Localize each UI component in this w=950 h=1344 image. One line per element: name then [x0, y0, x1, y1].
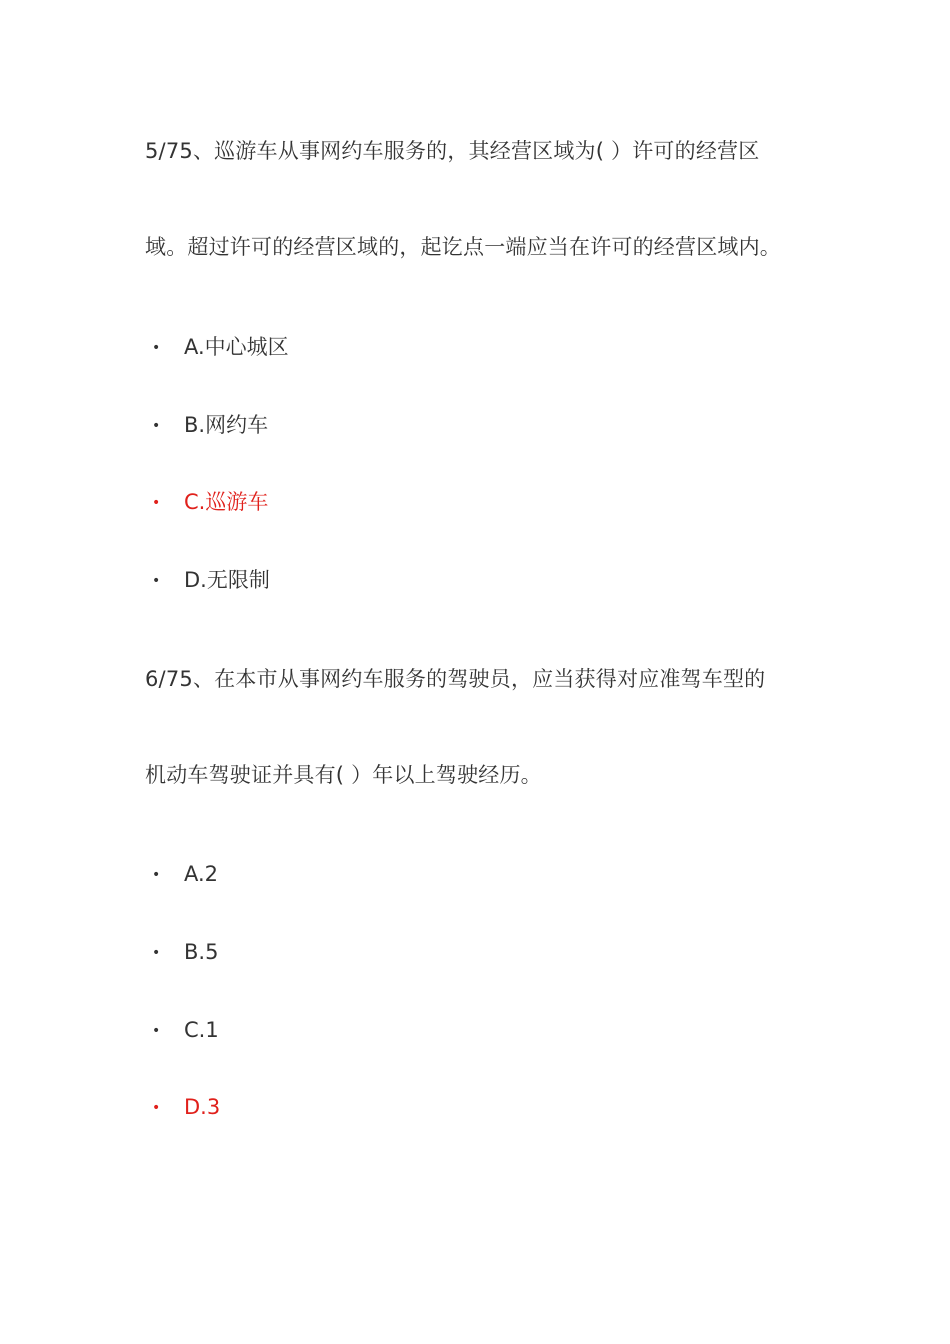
question-6-option-d — [152, 1092, 220, 1123]
question-5-line-1: 5/75、巡游车从事网约车服务的，其经营区域为( ）许可的经营区 — [145, 139, 760, 163]
bullet-icon: • — [152, 418, 161, 434]
question-5-option-c — [152, 487, 268, 518]
option-label: D.无限制 — [184, 568, 270, 592]
bullet-icon: • — [152, 1023, 161, 1039]
bullet-icon: • — [152, 1100, 161, 1116]
option-label: D.3 — [184, 1095, 221, 1119]
option-label: C.巡游车 — [184, 490, 269, 514]
option-label: C.1 — [184, 1018, 219, 1042]
question-6-option-b — [152, 937, 218, 968]
question-6-line-1: 6/75、在本市从事网约车服务的驾驶员，应当获得对应准驾车型的 — [145, 667, 766, 691]
bullet-icon: • — [152, 867, 161, 883]
option-label: B.5 — [184, 940, 219, 964]
question-6-option-c — [152, 1015, 219, 1046]
bullet-icon: • — [152, 495, 161, 511]
option-label: A.2 — [184, 862, 219, 886]
option-label: B.网约车 — [184, 413, 269, 437]
bullet-icon: • — [152, 573, 161, 589]
question-6-line-2: 机动车驾驶证并具有( ）年以上驾驶经历。 — [145, 763, 542, 787]
question-6-option-a — [152, 859, 218, 890]
question-5-option-d — [152, 565, 270, 596]
question-5-line-2: 域。超过许可的经营区域的，起讫点一端应当在许可的经营区域内。 — [145, 235, 781, 259]
question-5-option-a — [152, 332, 289, 363]
option-label: A.中心城区 — [184, 335, 289, 359]
question-5-option-b — [152, 410, 268, 441]
bullet-icon: • — [152, 945, 161, 961]
bullet-icon: • — [152, 340, 161, 356]
